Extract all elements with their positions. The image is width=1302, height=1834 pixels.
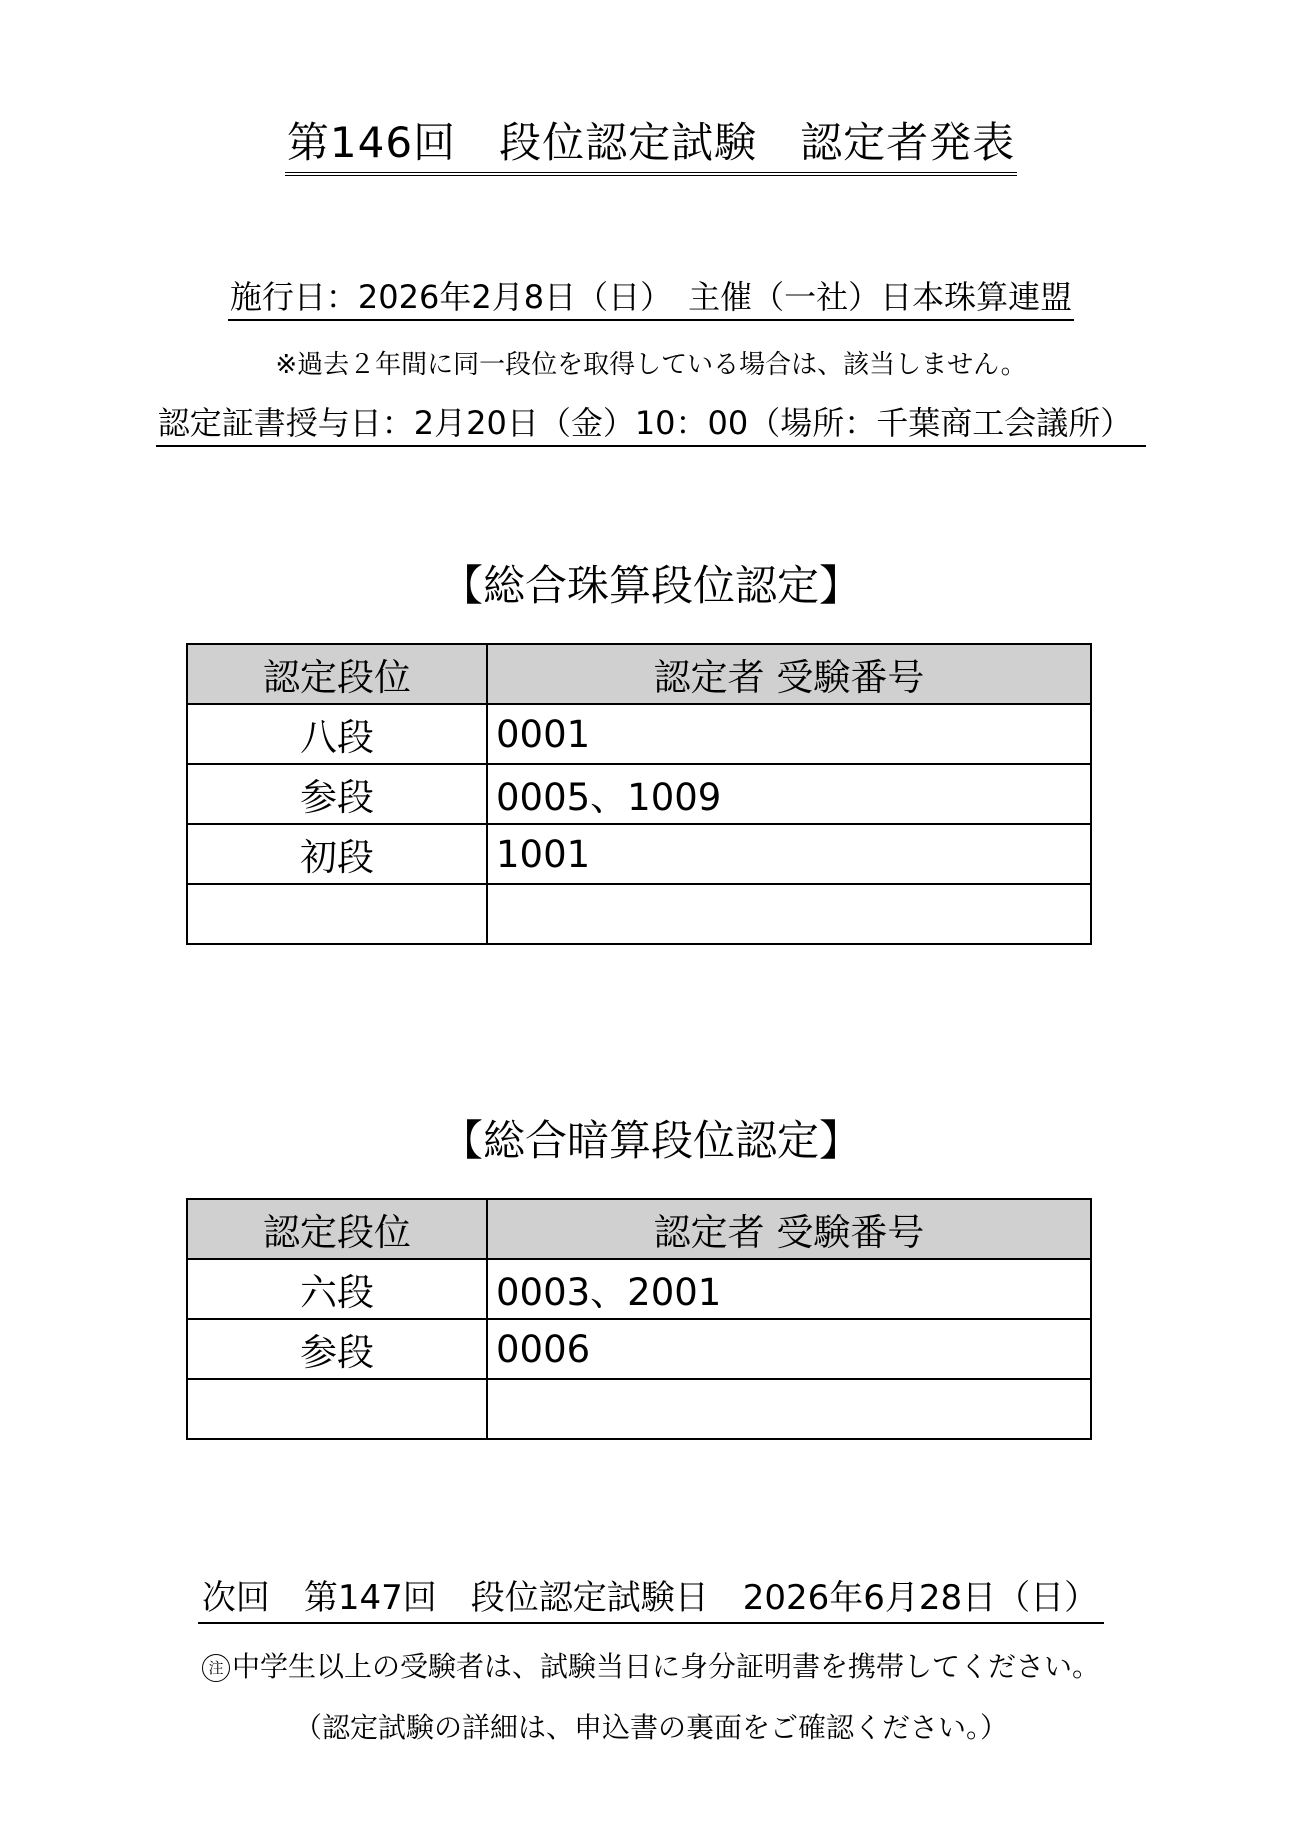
numbers-cell: 1001 <box>487 824 1091 884</box>
mental-table <box>186 1198 1092 1440</box>
id-note-text: 中学生以上の受験者は、試験当日に身分証明書を携帯してください。 <box>231 1650 1100 1683</box>
level-cell <box>187 1379 487 1439</box>
abacus-table <box>186 643 1092 945</box>
numbers-cell <box>487 1379 1091 1439</box>
exam-info-block <box>0 278 1302 321</box>
numbers-cell: 0001 <box>487 704 1091 764</box>
exam-info: 施行日：2026年2月8日（日） 主催（一社）日本珠算連盟 <box>228 278 1074 321</box>
next-exam: 次回 第147回 段位認定試験日 2026年6月28日（日） <box>198 1578 1104 1624</box>
table-row <box>187 824 1091 884</box>
mental-section-title: 【総合暗算段位認定】 <box>440 1116 861 1165</box>
page-title: 第146回 段位認定試験 認定者発表 <box>285 120 1017 176</box>
award-info-block <box>0 404 1302 447</box>
award-info: 認定証書授与日：2月20日（金）10：00（場所：千葉商工会議所） <box>156 404 1147 447</box>
level-cell <box>187 884 487 944</box>
id-note <box>0 1645 1302 1685</box>
numbers-cell <box>487 884 1091 944</box>
table-header-row <box>187 644 1091 704</box>
table-row <box>187 884 1091 944</box>
numbers-cell: 0005、1009 <box>487 764 1091 824</box>
level-cell: 八段 <box>187 704 487 764</box>
level-cell: 参段 <box>187 764 487 824</box>
notice-text: ※過去２年間に同一段位を取得している場合は、該当しません。 <box>275 350 1027 380</box>
level-cell: 初段 <box>187 824 487 884</box>
table-header-row <box>187 1199 1091 1259</box>
details-note: （認定試験の詳細は、申込書の裏面をご確認ください。） <box>293 1711 1008 1744</box>
level-cell: 参段 <box>187 1319 487 1379</box>
numbers-cell: 0006 <box>487 1319 1091 1379</box>
next-exam-block <box>0 1578 1302 1624</box>
note-mark-icon: 注 <box>202 1654 230 1682</box>
table-row <box>187 764 1091 824</box>
header-numbers: 認定者 受験番号 <box>487 1199 1091 1259</box>
table-row <box>187 1319 1091 1379</box>
level-cell: 六段 <box>187 1259 487 1319</box>
abacus-section-title: 【総合珠算段位認定】 <box>440 561 861 610</box>
header-level: 認定段位 <box>187 644 487 704</box>
page-title-block <box>0 118 1302 176</box>
numbers-cell: 0003、2001 <box>487 1259 1091 1319</box>
header-level: 認定段位 <box>187 1199 487 1259</box>
header-numbers: 認定者 受験番号 <box>487 644 1091 704</box>
table-row <box>187 704 1091 764</box>
table-row <box>187 1259 1091 1319</box>
table-row <box>187 1379 1091 1439</box>
